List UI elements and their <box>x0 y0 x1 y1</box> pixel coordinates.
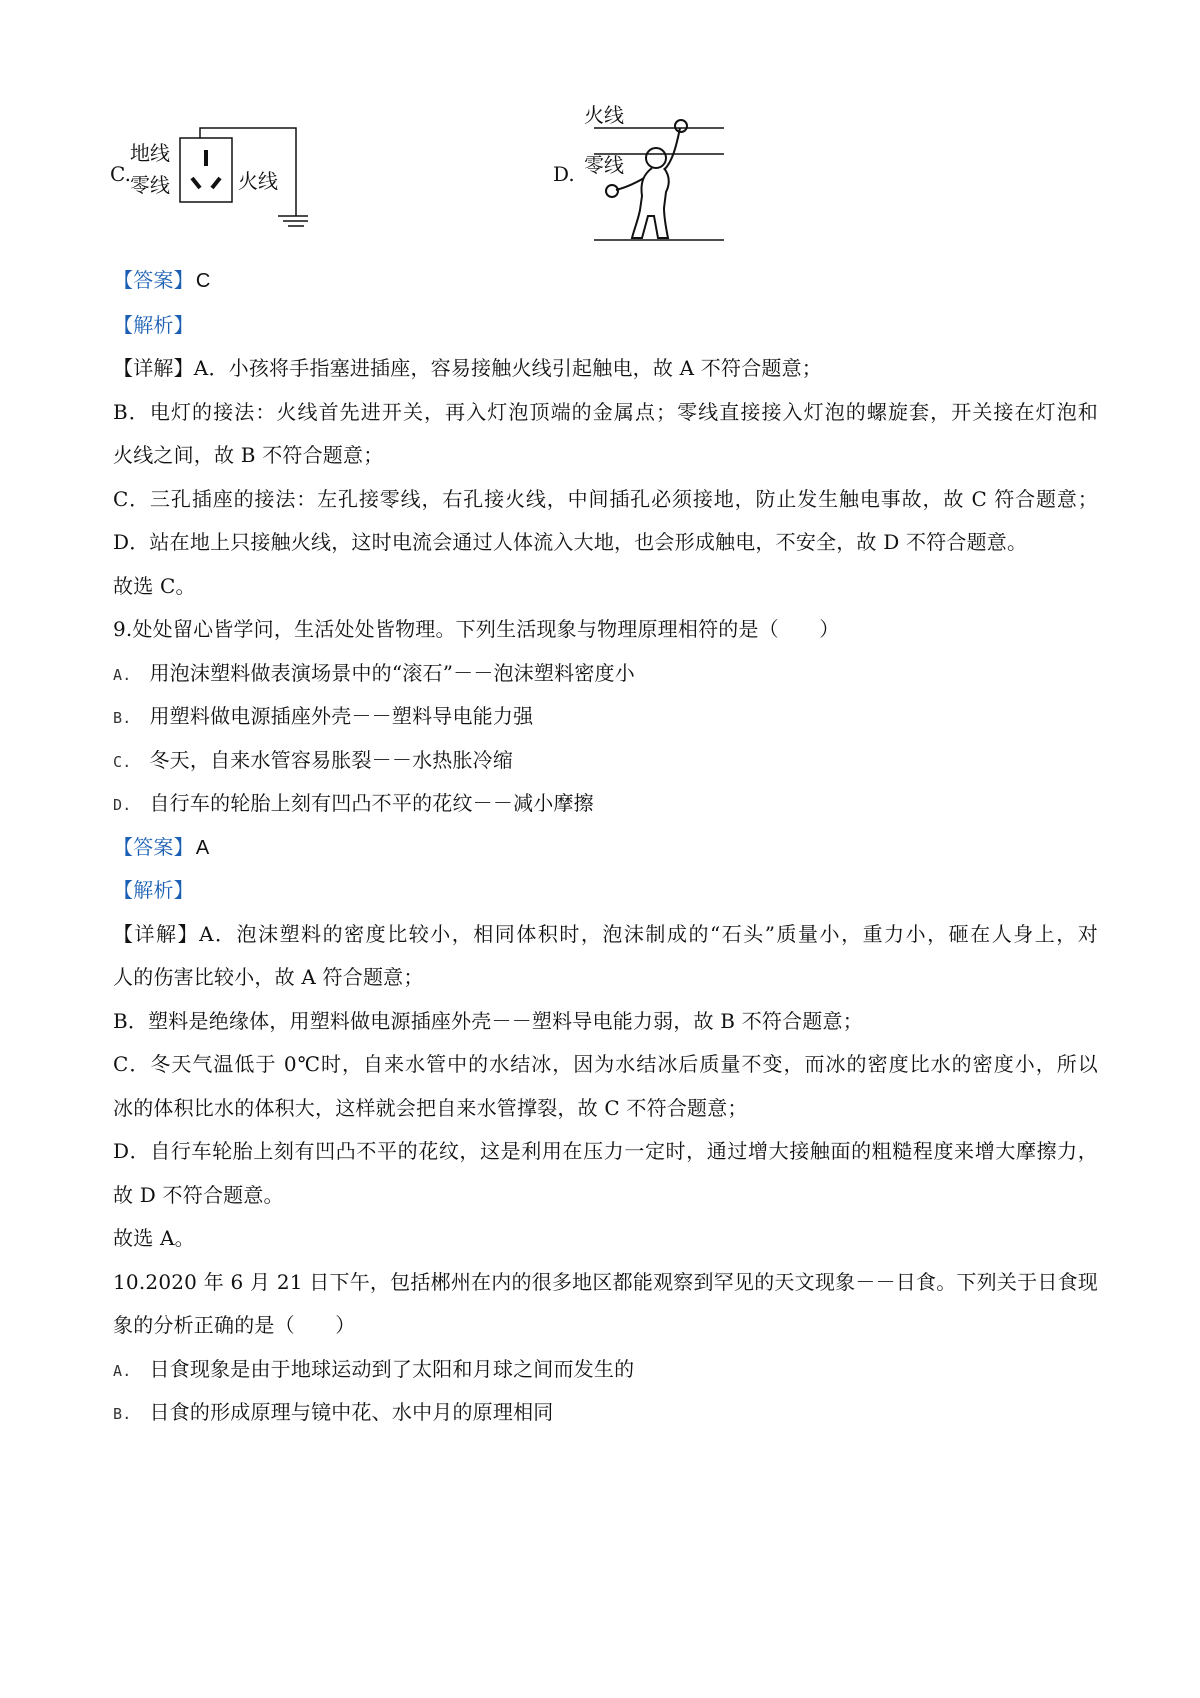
q10-stem-line-2: 象的分析正确的是（ ） <box>113 1313 356 1337</box>
q9-line-7: 故 D 不符合题意。 <box>113 1183 284 1207</box>
option-d-label: D. <box>553 162 575 186</box>
q9-answer <box>113 833 209 862</box>
q9-line-8: 故选 A。 <box>113 1226 195 1250</box>
q9-answer-tag: 【答案】 <box>113 835 194 859</box>
socket-left-hole <box>192 178 200 188</box>
q10-option-a: A. 日食现象是由于地球运动到了太阳和月球之间而发生的 <box>113 1357 635 1381</box>
q8-line-5: D．站在地上只接触火线，这时电流会通过人体流入大地，也会形成触电，不安全，故 D 不符合题意。 <box>113 530 1028 554</box>
q8-line-1: 【详解】A．小孩将手指塞进插座，容易接触火线引起触电，故 A 不符合题意； <box>113 356 823 380</box>
q8-line-2: B．电灯的接法：火线首先进开关，再入灯泡顶端的金属点；零线直接接入灯泡的螺旋套，开关接在灯泡和 <box>113 400 1098 424</box>
neutral-wire-label-d: 零线 <box>584 153 624 177</box>
q8-line-4: C．三孔插座的接法：左孔接零线，右孔接火线，中间插孔必须接地，防止发生触电事故，故 C 符合题意； <box>113 487 1098 511</box>
q8-answer-value: C <box>195 270 211 292</box>
live-wire-label-d: 火线 <box>584 103 624 127</box>
q9-analysis-tag: 【解析】 <box>113 878 194 902</box>
q9-stem: 9.处处留心皆学问，生活处处皆物理。下列生活现象与物理原理相符的是（ ） <box>113 617 840 641</box>
person-icon <box>606 120 687 238</box>
q9-line-5: 冰的体积比水的体积大，这样就会把自来水管撑裂，故 C 不符合题意； <box>113 1096 748 1120</box>
q8-answer <box>113 266 210 295</box>
neutral-wire-label: 零线 <box>130 173 170 197</box>
q9-line-3: B．塑料是绝缘体，用塑料做电源插座外壳－－塑料导电能力弱，故 B 不符合题意； <box>113 1009 863 1033</box>
q9-line-6: D．自行车轮胎上刻有凹凸不平的花纹，这是利用在压力一定时，通过增大接触面的粗糙程度来增大摩擦力， <box>113 1139 1098 1163</box>
socket-box <box>180 138 232 202</box>
q10-option-b: B. 日食的形成原理与镜中花、水中月的原理相同 <box>113 1400 554 1424</box>
q9-answer-value: A <box>195 837 210 859</box>
q10-stem-line-1: 10.2020 年 6 月 21 日下午，包括郴州在内的很多地区都能观察到罕见的天文现象－－日食。下列关于日食现 <box>113 1270 1098 1294</box>
q9-line-1: 【详解】A．泡沫塑料的密度比较小，相同体积时，泡沫制成的“石头”质量小，重力小，砸在人身上，对 <box>113 922 1098 946</box>
q9-option-a: A. 用泡沫塑料做表演场景中的“滚石”－－泡沫塑料密度小 <box>113 661 635 685</box>
q9-line-4: C．冬天气温低于 0℃时，自来水管中的水结冰，因为水结冰后质量不变，而冰的密度比水的密度小，所以 <box>113 1052 1098 1076</box>
q8-analysis-tag: 【解析】 <box>113 313 194 337</box>
q8-line-6: 故选 C。 <box>113 574 196 598</box>
option-c-label: C. <box>110 162 131 186</box>
q9-option-c: C. 冬天，自来水管容易胀裂－－水热胀冷缩 <box>113 748 514 772</box>
q8-answer-tag: 【答案】 <box>113 268 194 292</box>
ground-wire-label: 地线 <box>130 141 170 165</box>
q9-option-b: B. 用塑料做电源插座外壳－－塑料导电能力强 <box>113 704 534 728</box>
q9-option-d: D. 自行车的轮胎上刻有凹凸不平的花纹－－减小摩擦 <box>113 791 594 815</box>
q9-line-2: 人的伤害比较小，故 A 符合题意； <box>113 965 424 989</box>
socket-right-hole <box>212 178 220 188</box>
socket-wiring-figure <box>128 120 308 240</box>
electric-shock-figure <box>582 92 732 262</box>
live-wire-label: 火线 <box>238 169 278 193</box>
q8-line-3: 火线之间，故 B 不符合题意； <box>113 443 384 467</box>
